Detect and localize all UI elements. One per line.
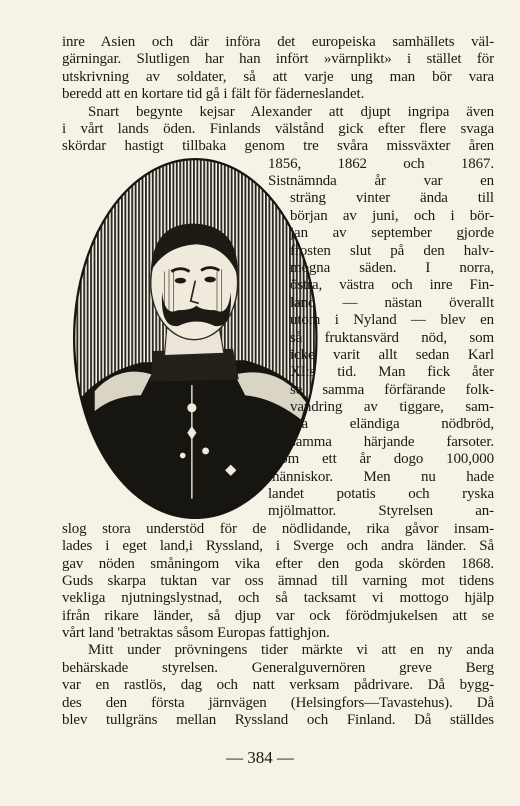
text-line: i vårt lands öden. Finlands välstånd gick efter flere svaga <box>62 120 494 137</box>
text-line: gärningar. Slutligen har han infört »värnplikt» i stället för <box>62 51 494 68</box>
text-line: land — nästan överallt <box>290 294 494 311</box>
text-line: lades i eget land,i Ryssland, i Sverge och andra länder. Så <box>62 538 494 555</box>
text-line: skördar hastigt tillbaka genom tre svåra missväxter åren <box>62 138 494 155</box>
text-line: beredd att en kortare tid gå i fält för fäderneslandet. <box>62 86 365 103</box>
text-line: 1856, 1862 och 1867. <box>268 155 494 172</box>
text-line: frosten slut på den halv- <box>290 242 494 259</box>
paragraph-start-line: Snart begynte kejsar Alexander att djupt ingripa även <box>88 103 494 120</box>
text-line: landet potatis och ryska <box>268 486 494 502</box>
page-number: — 384 — <box>226 748 294 767</box>
text-line: XI:s tid. Man fick åter <box>290 364 494 381</box>
text-line: slog stora understöd för de nödlidande, rika gåvor insam- <box>62 520 494 537</box>
text-line: inre Asien och där införa det europeiska samhällets väl- <box>62 34 494 50</box>
text-line: vandring av tiggare, sam- <box>290 399 494 416</box>
text-line: utom i Nyland — blev en <box>290 312 494 329</box>
text-line: Sistnämnda år var en <box>268 173 494 190</box>
text-line: utskrivning av soldater, så att varje ung man bör vara <box>62 68 494 85</box>
text-line: behärskade styrelsen. Generalguvernören greve Berg <box>62 659 494 676</box>
text-line: Guds skarpa tuktan var oss ämnad till varning mot tidens <box>62 572 494 589</box>
text-line: ma eländiga nödbröd, <box>290 416 494 433</box>
text-line: blev tullgräns mellan Ryssland och Finland. Då ställdes <box>62 712 494 728</box>
text-line: sträng vinter ända till <box>290 190 494 207</box>
text-line: vekliga njutningslystnad, och så tacksamt vi mottogo hjälp <box>62 590 494 607</box>
text-line: icke varit allt sedan Karl <box>290 346 494 363</box>
text-line: des den första järnvägen (Helsingfors—Tavastehus). Då <box>62 694 494 711</box>
text-line: människor. Men nu hade <box>268 468 494 485</box>
text-line: ifrån rikare länder, så djup var ock förödmjukelsen att se <box>62 607 494 624</box>
text-line: så fruktansvärd nöd, som <box>290 329 494 346</box>
text-line: östra, västra och inre Fin- <box>290 277 494 294</box>
paragraph-start-line: Mitt under prövningens tider märkte vi att en ny anda <box>88 642 494 659</box>
text-line: Inom ett år dogo 100,000 <box>268 451 494 468</box>
text-line: mjölmattor. Styrelsen an- <box>268 503 494 520</box>
text-line: vårt land 'betraktas såsom Europas fattighjon. <box>62 625 330 642</box>
text-line: gav nöden småningom vika efter den goda skörden 1868. <box>62 555 494 572</box>
text-line: var en rastlös, dag och natt verksam pådrivare. Då bygg- <box>62 677 494 694</box>
text-line: jan av september gjorde <box>290 225 494 242</box>
text-line: början av juni, och i bör- <box>290 207 494 224</box>
text-line: mogna säden. I norra, <box>290 260 494 276</box>
text-line: samma härjande farsoter. <box>290 433 494 450</box>
text-line: se samma förfärande folk- <box>290 381 494 398</box>
